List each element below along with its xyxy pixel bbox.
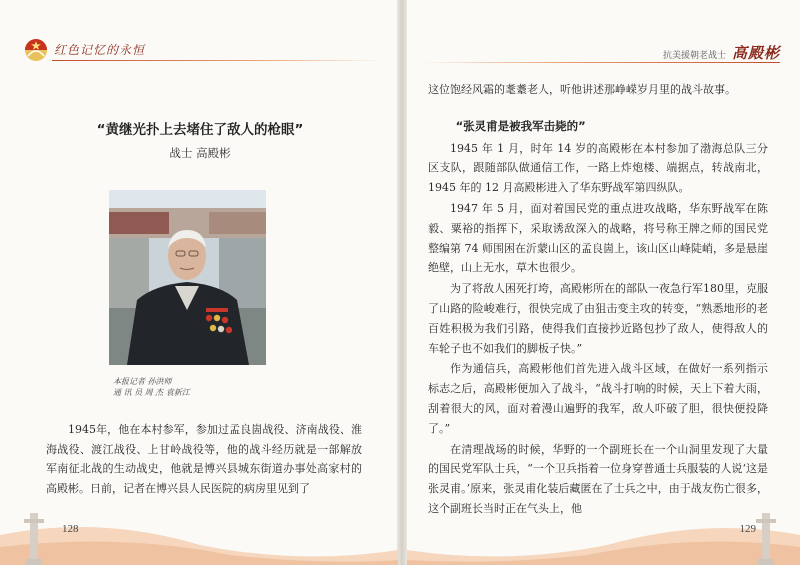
article-byline: 战士 高殿彬 (169, 146, 231, 160)
party-emblem-icon (22, 36, 50, 62)
body-paragraph: 在清理战场的时候，华野的一个副班长在一个山洞里发现了大量的国民党军队士兵，“一个卫兵指着一位身穿普通士兵服装的人说‘这是张灵甫。’原来，张灵甫化装后藏匿在了士兵之中，由于战友伤亡很多，这个副班长当时正在气头上，他 (428, 442, 768, 515)
header-left (22, 36, 145, 62)
footer-left (0, 505, 398, 565)
footer-right (407, 505, 800, 565)
book-gutter (397, 0, 407, 565)
header-name: 高殿彬 (731, 44, 780, 62)
body-paragraph: 1945年，他在本村参军，参加过孟良崮战役、济南战役、淮海战役、渡江战役、上甘岭战役等，他的战斗经历就是一部解放军南征北战的生动战史，他就是博兴县城东街道办事处高家村的高殿彬。日前，记者在博兴县人民医院的病房里见到了 (46, 423, 362, 495)
page-number-right: 129 (739, 523, 756, 535)
body-paragraph: 这位饱经风霜的耄耋老人，听他讲述那峥嵘岁月里的战斗故事。 (428, 83, 736, 96)
section-subheading: “张灵甫是被我军击毙的” (455, 118, 586, 133)
veteran-photo (109, 190, 266, 365)
right-page-body (428, 80, 768, 520)
photo-credit-line: 通 讯 员 周 杰 袁新江 (113, 388, 190, 397)
body-paragraph: 为了将敌人困死打垮，高殿彬所在的部队一夜急行军180里，克服了山路的险峻难行，很快完成了由狙击变主攻的转变，“熟悉地形的老百姓积极为我们引路，使得我们直接抄近路包抄了敌人，使得敌人的车轮子也不如我们的脚板子快。” (428, 282, 768, 355)
header-rule-left (52, 60, 382, 61)
photo-credit (113, 376, 190, 398)
photo-credit-line: 本报记者 孙洪师 (113, 377, 172, 386)
body-paragraph: 作为通信兵，高殿彬他们首先进入战斗区域，在做好一系列指示标志之后，高殿彬便加入了战斗，“战斗打响的时候，天上下着大雨，刮着很大的风，面对着漫山遍野的我军，敌人吓破了胆，很快便投降了。” (428, 362, 768, 435)
body-paragraph: 1945 年 1 月，时年 14 岁的高殿彬在本村参加了渤海总队三分区支队，跟随部队做通信工作，一路上炸炮楼、端据点，转战南北，1945 年的 12 月高殿彬进入了华东野战军第四纵队。 (428, 141, 768, 195)
article-title: “黄继光扑上去堵住了敌人的枪眼” (96, 122, 304, 138)
header-right (663, 42, 780, 63)
series-title: 红色记忆的永恒 (54, 42, 146, 57)
left-page-body (46, 420, 362, 498)
body-paragraph: 1947 年 5 月，面对着国民党的重点进攻战略，华东野战军在陈毅、粟裕的指挥下，采取诱敌深入的战略，将号称王牌之师的国民党整编第 74 师围困在沂蒙山区的孟良崮上，该山区山峰陡峭，多是悬崖绝壁，山上无水，草木也很少。 (428, 201, 768, 275)
page-number-left: 128 (62, 523, 79, 535)
header-subtitle: 抗美援朝老战士 (662, 51, 726, 61)
header-rule-right (420, 62, 780, 63)
